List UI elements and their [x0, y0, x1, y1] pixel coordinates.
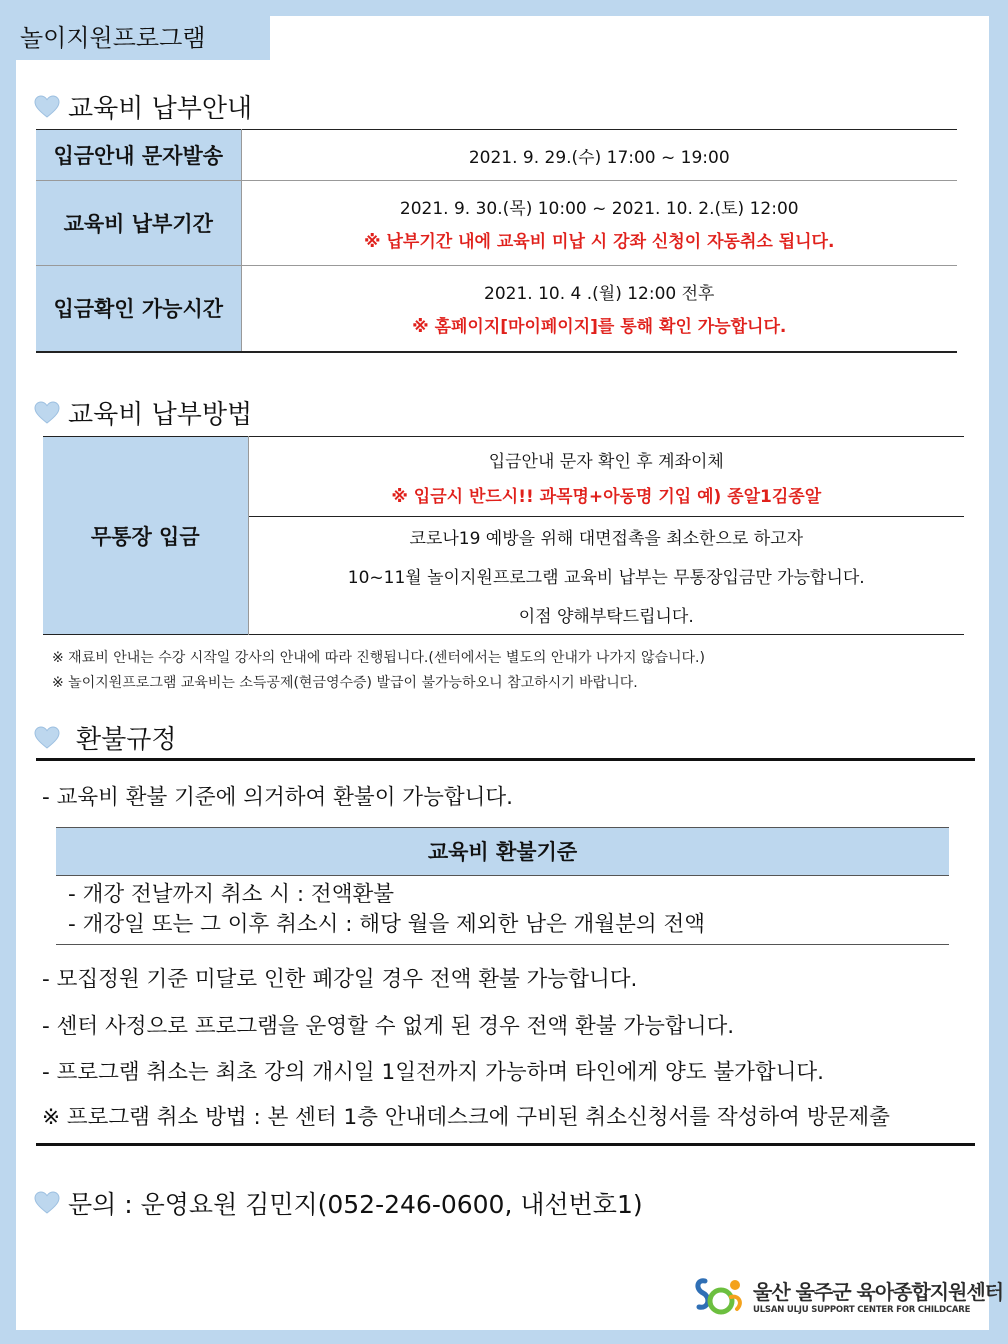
- divider: [36, 1143, 975, 1146]
- section-title: 교육비 납부안내: [68, 94, 253, 124]
- table-row: [36, 181, 957, 266]
- refund-item: - 센터 사정으로 프로그램을 운영할 수 없게 된 경우 전액 환불 가능합니다.: [42, 1014, 735, 1039]
- refund-cancel-method: ※ 프로그램 취소 방법 : 본 센터 1층 안내데스크에 구비된 취소신청서를 작성하여 방문제출: [42, 1105, 890, 1130]
- center-logo: [691, 1271, 1003, 1319]
- section-payment-guide-heading: [34, 88, 252, 125]
- heart-icon: [34, 401, 60, 425]
- row-value-line: 2021. 9. 29.(수) 17:00 ~ 19:00: [468, 147, 730, 168]
- heart-icon: [34, 1191, 60, 1215]
- refund-intro: - 교육비 환불 기준에 의거하여 환불이 가능합니다.: [42, 785, 513, 810]
- row-notice: ※ 납부기간 내에 교육비 미납 시 강좌 신청이 자동취소 됩니다.: [364, 232, 835, 252]
- refund-criteria-title: 교육비 환불기준: [56, 828, 949, 876]
- section-payment-method-heading: [34, 394, 252, 431]
- payment-method-table: [43, 436, 964, 635]
- document-tab-title: 놀이지원프로그램: [16, 16, 270, 60]
- refund-criteria-list: [56, 876, 949, 940]
- row-label: 입금확인 가능시간: [36, 266, 241, 352]
- row-value: [248, 517, 964, 635]
- row-label: 입금안내 문자발송: [36, 130, 241, 181]
- footnote: ※ 재료비 안내는 수강 시작일 강사의 안내에 따라 진행됩니다.(센터에서는 별도의 안내가 나가지 않습니다.): [52, 650, 705, 666]
- section-title: 환불규정: [76, 725, 177, 755]
- table-row: [36, 130, 957, 181]
- row-value: [248, 437, 964, 517]
- row-value: [241, 181, 957, 266]
- contact-line: [34, 1185, 643, 1221]
- footnote: ※ 놀이지원프로그램 교육비는 소득공제(현금영수증) 발급이 불가능하오니 참고하시기 바랍니다.: [52, 675, 638, 691]
- row-notice: ※ 홈페이지[마이페이지]를 통해 확인 가능합니다.: [412, 317, 787, 338]
- center-logo-mark-icon: [691, 1271, 747, 1319]
- refund-item: - 프로그램 취소는 최초 강의 개시일 1일전까지 가능하며 타인에게 양도 불가합니다.: [42, 1060, 824, 1085]
- list-item: - 개강일 또는 그 이후 취소시 : 해당 월을 제외한 남은 개월분의 전액: [68, 912, 706, 937]
- refund-item: - 모집정원 기준 미달로 인한 폐강일 경우 전액 환불 가능합니다.: [42, 967, 638, 992]
- list-item: - 개강 전날까지 취소 시 : 전액환불: [68, 882, 395, 907]
- divider: [36, 758, 975, 761]
- row-value-line: 10~11월 놀이지원프로그램 교육비 납부는 무통장입금만 가능합니다.: [347, 568, 865, 588]
- section-title: 교육비 납부방법: [68, 400, 253, 430]
- payment-guide-table: [36, 129, 957, 353]
- row-value-line: 2021. 10. 4 .(월) 12:00 전후: [484, 284, 715, 305]
- table-row: [36, 266, 957, 352]
- table-row: [43, 437, 964, 517]
- heart-icon: [34, 726, 60, 750]
- row-value-line: 2021. 9. 30.(목) 10:00 ~ 2021. 10. 2.(토) 12:00: [399, 199, 799, 219]
- center-name-en: ULSAN ULJU SUPPORT CENTER FOR CHILDCARE: [753, 1304, 971, 1315]
- heart-icon: [34, 95, 60, 119]
- row-notice: ※ 입금시 반드시!! 과목명+아동명 기입 예) 종알1김종알: [391, 486, 822, 507]
- refund-criteria-box: [56, 827, 949, 945]
- row-label: 무통장 입금: [43, 437, 248, 635]
- section-refund-heading: [34, 719, 176, 756]
- center-name-kr: 울산 울주군 육아종합지원센터: [753, 1279, 1004, 1304]
- row-value: [241, 130, 957, 181]
- contact-text: 문의 : 운영요원 김민지(052-246-0600, 내선번호1): [68, 1190, 643, 1219]
- row-value: [241, 266, 957, 352]
- row-value-line: 입금안내 문자 확인 후 계좌이체: [488, 451, 724, 472]
- center-logo-text: [753, 1276, 1003, 1315]
- row-value-line: 이점 양해부탁드립니다.: [518, 607, 694, 627]
- row-label: 교육비 납부기간: [36, 181, 241, 266]
- row-value-line: 코로나19 예방을 위해 대면접촉을 최소한으로 하고자: [409, 529, 803, 549]
- document-sheet: [16, 16, 1004, 1330]
